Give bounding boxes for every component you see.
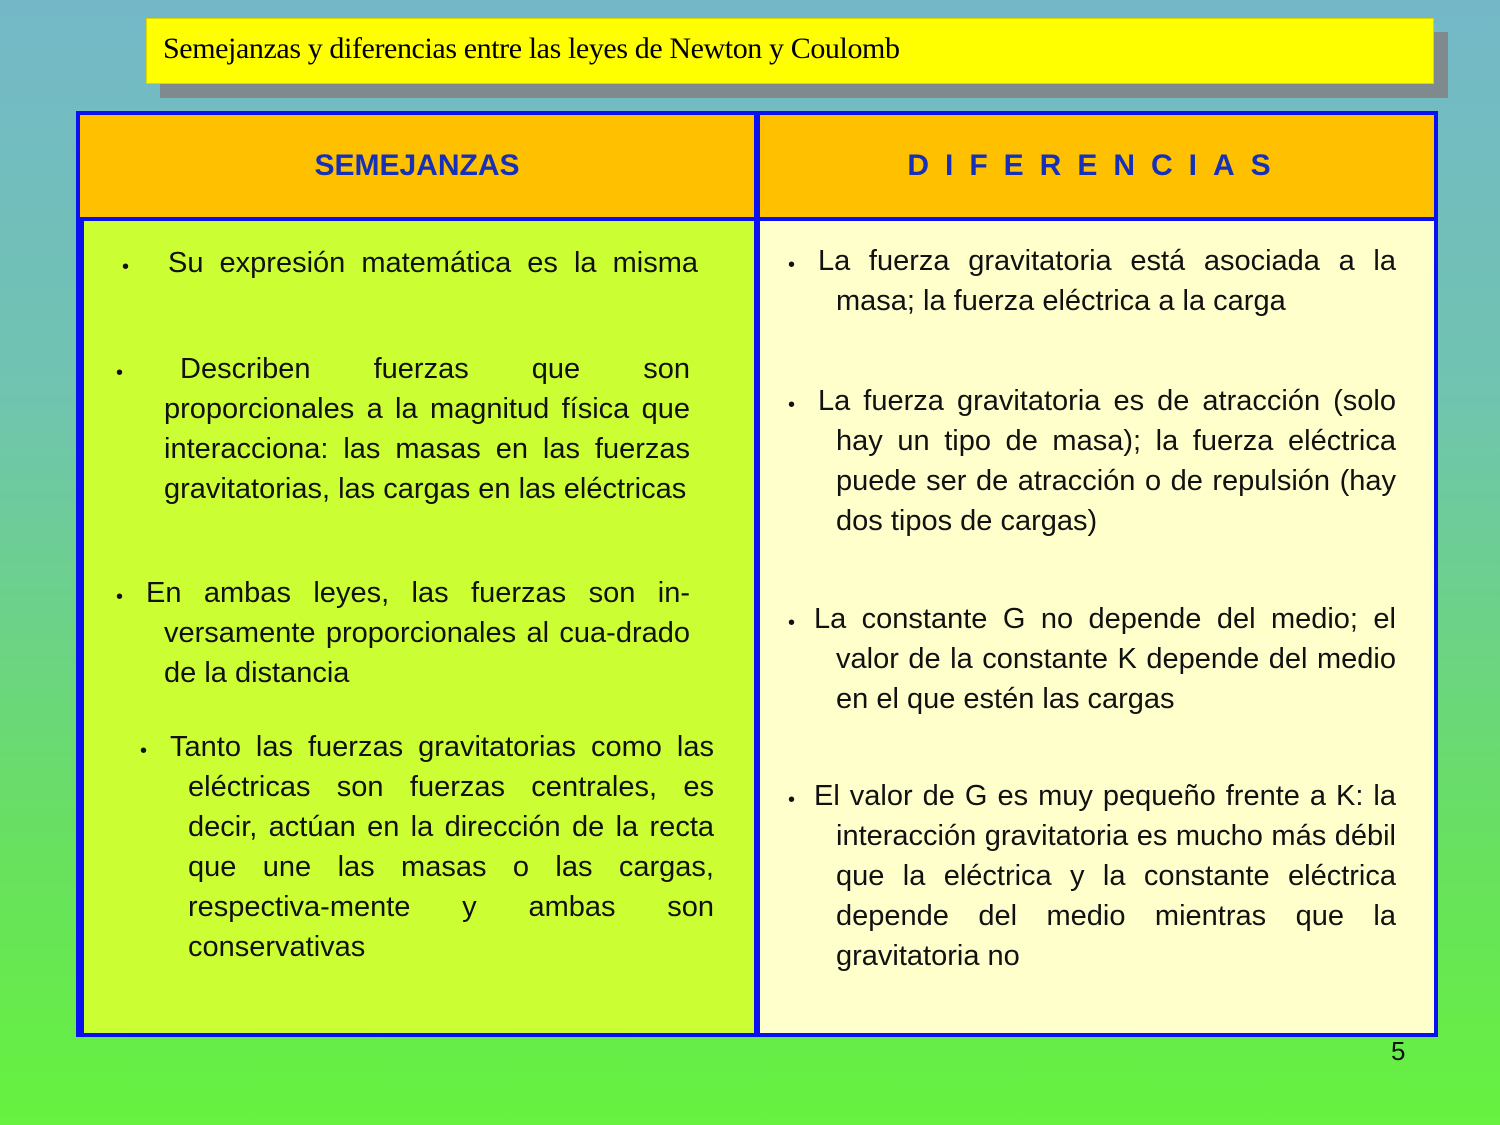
bullet: • xyxy=(116,362,124,384)
bullet: • xyxy=(788,789,796,811)
bullet: • xyxy=(788,612,796,634)
bullet: • xyxy=(788,394,796,416)
semejanza-item: Describen fuerzas que son proporcionales a la magnitud física que interacciona: las masas en las fuerzas gravitatorias, las cargas en las eléctricas xyxy=(164,353,690,505)
header-diferencias: DIFERENCIAS xyxy=(760,115,1434,217)
semejanza-item: En ambas leyes, las fuerzas son in-versamente proporcionales al cua-drado de la distancia xyxy=(146,577,690,689)
diferencia-item: La fuerza gravitatoria es de atracción (solo hay un tipo de masa); la fuerza eléctrica puede ser de atracción o de repulsión (hay dos tipos de cargas) xyxy=(818,385,1396,537)
semejanza-item: Tanto las fuerzas gravitatorias como las eléctricas son fuerzas centrales, es decir, actúan en la dirección de la recta que une las masas o las cargas, respectiva-mente y ambas son conservativas xyxy=(170,731,714,963)
diferencias-column xyxy=(760,221,1434,1033)
semejanzas-column xyxy=(84,221,754,1033)
comparison-table xyxy=(76,111,1438,1037)
diferencia-item: El valor de G es muy pequeño frente a K: la interacción gravitatoria es mucho más débil que la eléctrica y la constante eléctrica depende del medio mientras que la gravitatoria no xyxy=(814,780,1396,972)
bullet: • xyxy=(122,256,130,278)
page-title: Semejanzas y diferencias entre las leyes de Newton y Coulomb xyxy=(163,32,900,65)
bullet: • xyxy=(116,586,124,608)
diferencia-item: La constante G no depende del medio; el valor de la constante K depende del medio en el que estén las cargas xyxy=(814,603,1396,715)
page-number: 5 xyxy=(1391,1036,1406,1066)
title-box xyxy=(146,18,1434,84)
diferencia-item: La fuerza gravitatoria está asociada a la masa; la fuerza eléctrica a la carga xyxy=(818,245,1396,317)
header-semejanzas: SEMEJANZAS xyxy=(80,115,754,217)
bullet: • xyxy=(788,254,796,276)
semejanza-item: Su expresión matemática es la misma xyxy=(168,247,698,279)
bullet: • xyxy=(140,740,148,762)
